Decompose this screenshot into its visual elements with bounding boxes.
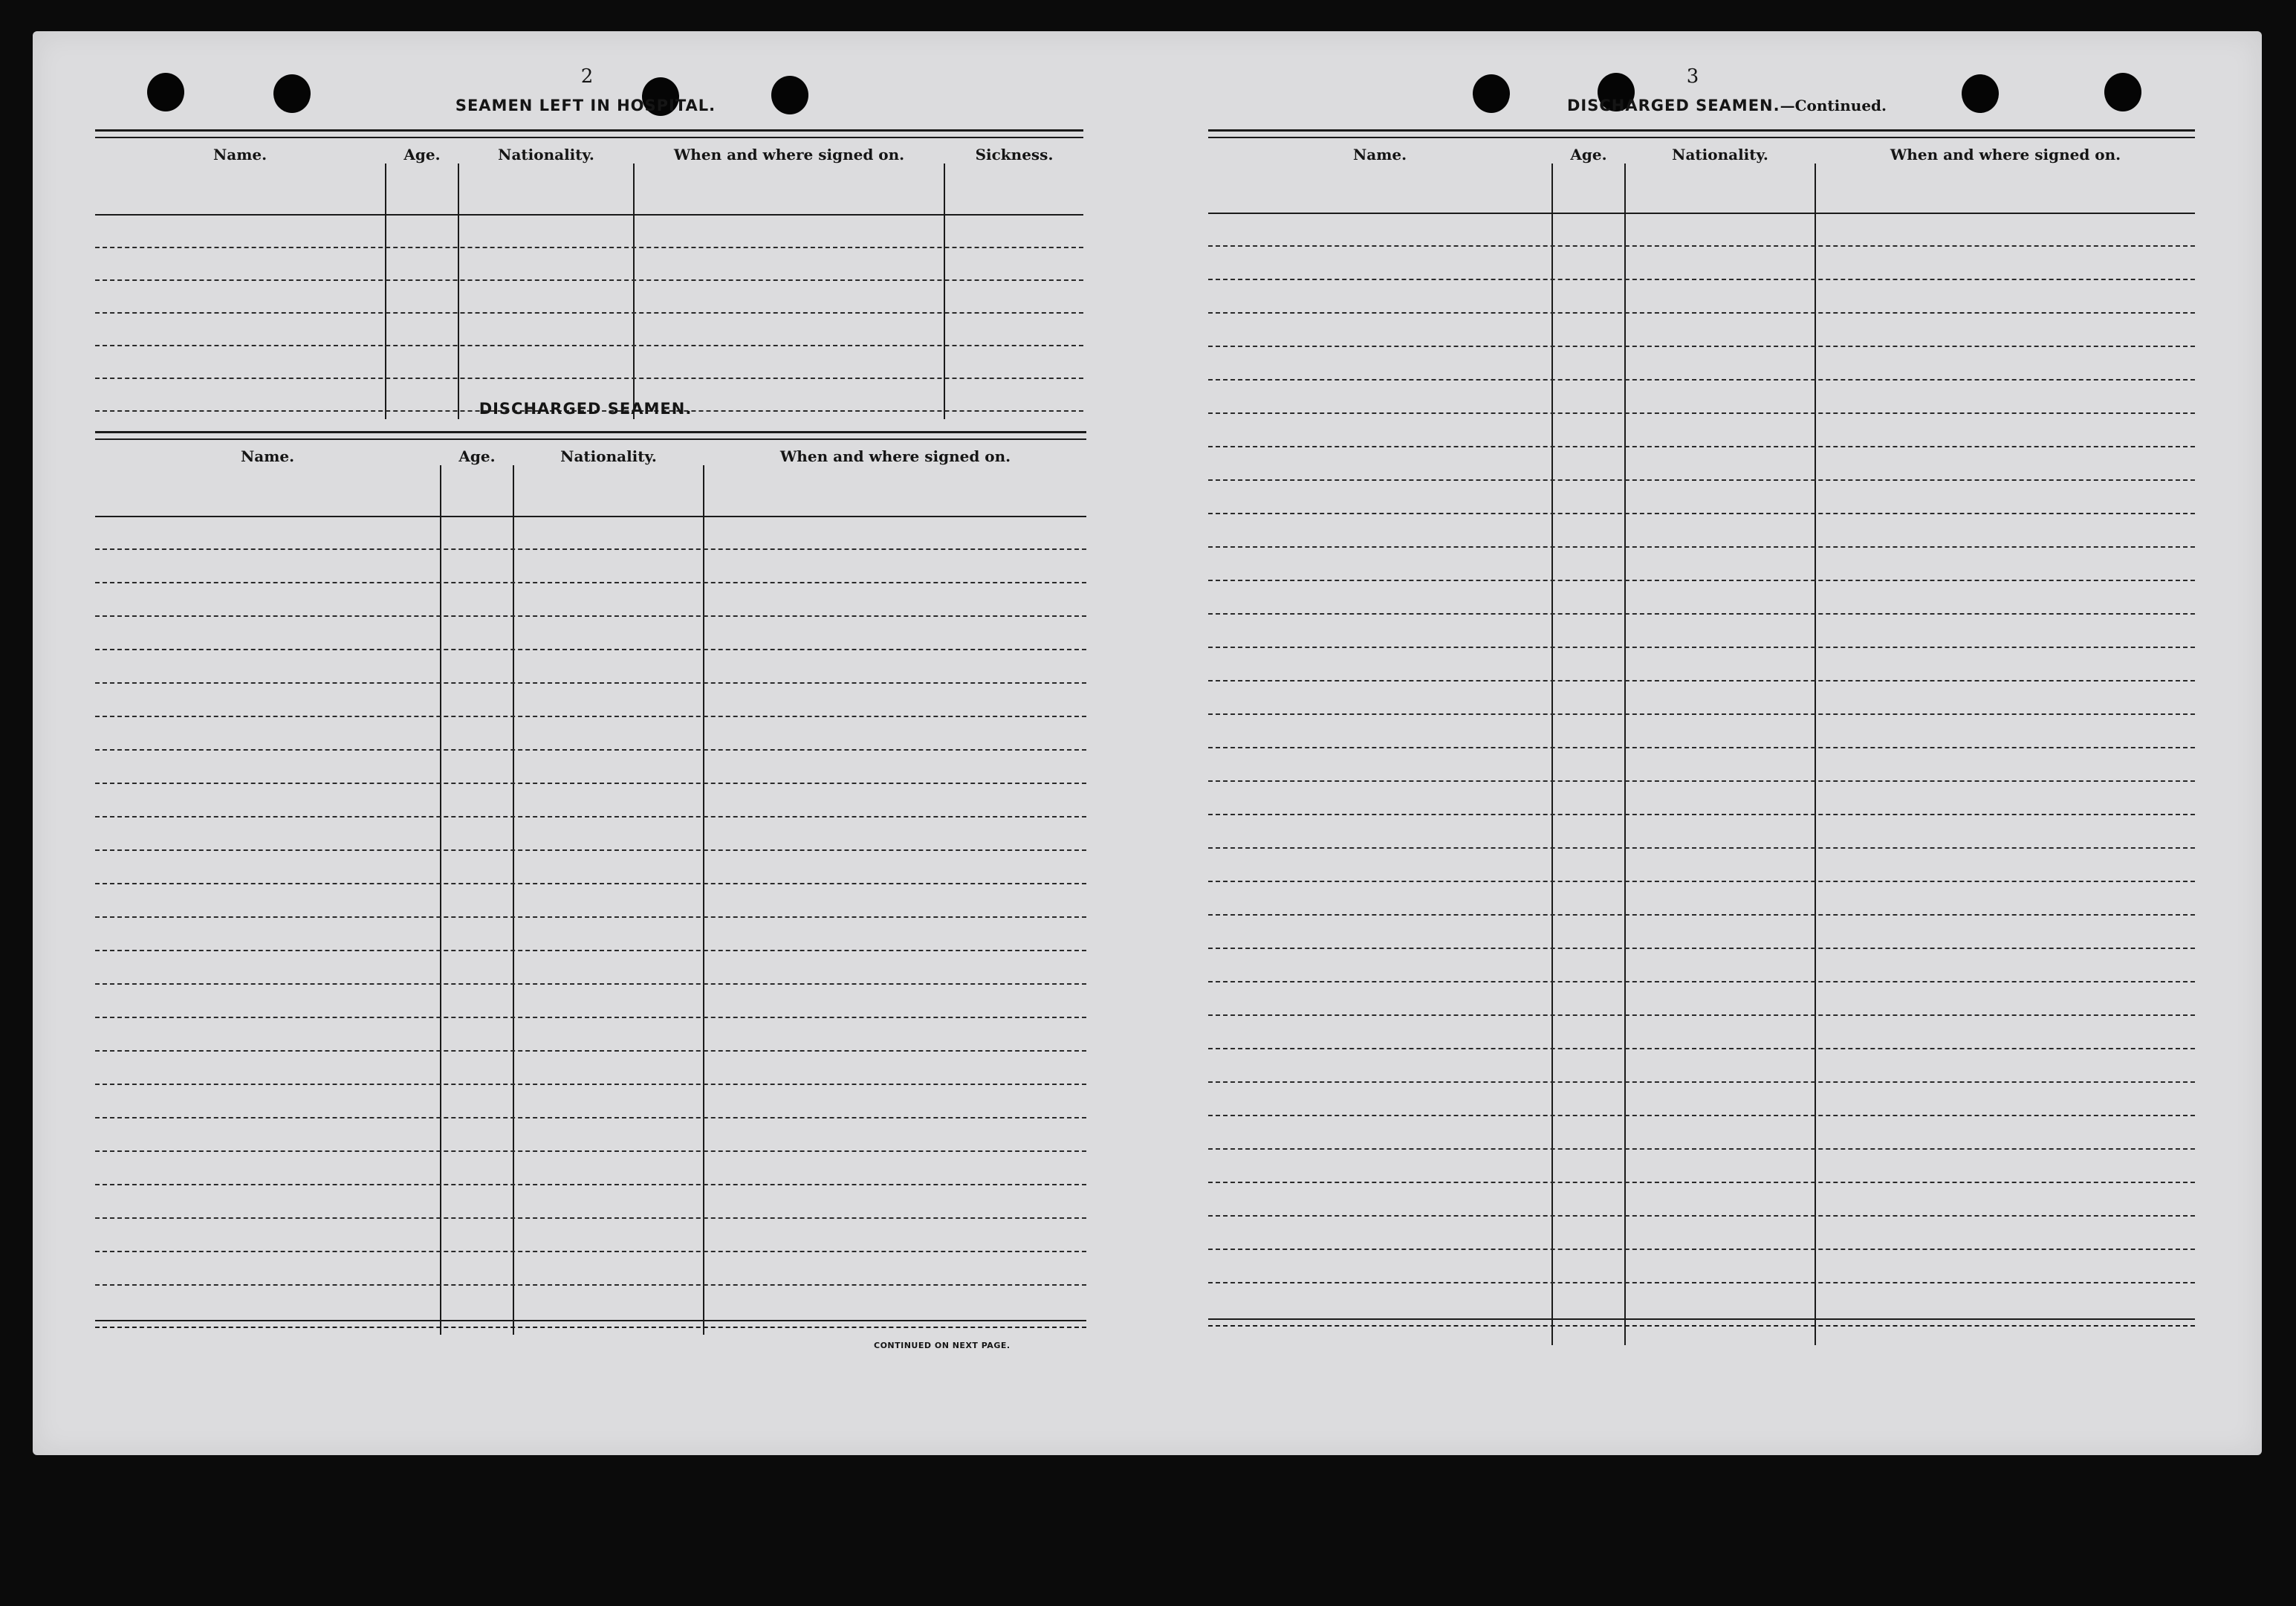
entry-line	[95, 849, 1086, 851]
entry-line	[95, 916, 1086, 918]
entry-line	[95, 783, 1086, 784]
title-main: DISCHARGED SEAMEN.	[1566, 97, 1780, 114]
column-divider	[1551, 163, 1553, 1345]
discharged-continued-title	[1489, 97, 1965, 114]
entry-line	[95, 1017, 1086, 1018]
entry-line	[95, 649, 1086, 650]
punch-hole	[147, 73, 184, 111]
entry-line	[1208, 847, 2195, 849]
entry-line	[1208, 1014, 2195, 1016]
col-header-name: Name.	[240, 447, 295, 465]
entry-line	[95, 816, 1086, 817]
entry-line	[1208, 279, 2195, 280]
table-top-rule	[95, 431, 1086, 440]
column-divider	[458, 163, 459, 419]
entry-line	[1208, 513, 2195, 514]
entry-line	[1208, 479, 2195, 481]
column-divider	[440, 465, 441, 1335]
title-sub: —Continued.	[1780, 97, 1887, 114]
col-header-sickness: Sickness.	[975, 146, 1054, 163]
entry-line	[1208, 948, 2195, 949]
page-number-right: 3	[1686, 65, 1699, 88]
punch-hole	[1962, 74, 1999, 113]
entry-line	[1208, 1182, 2195, 1183]
entry-line	[1208, 245, 2195, 247]
column-divider	[944, 163, 945, 419]
punch-hole	[273, 74, 311, 113]
entry-line	[1208, 780, 2195, 782]
entry-line	[95, 1251, 1086, 1252]
column-divider	[633, 163, 635, 419]
entry-line	[1208, 1115, 2195, 1116]
col-header-age: Age.	[1570, 146, 1607, 163]
hospital-table	[95, 129, 1083, 419]
entry-line	[1208, 981, 2195, 982]
header-rule	[1208, 213, 2195, 214]
entry-line	[95, 1117, 1086, 1118]
column-divider	[513, 465, 514, 1335]
entry-line	[95, 582, 1086, 583]
entry-line	[1208, 379, 2195, 381]
entry-line	[1208, 1148, 2195, 1150]
entry-line	[1208, 446, 2195, 447]
entry-line	[95, 1284, 1086, 1286]
entry-line	[1208, 1215, 2195, 1217]
table-bottom-rule	[95, 1320, 1086, 1328]
entry-line	[95, 1217, 1086, 1219]
page-number-left: 2	[580, 65, 594, 88]
entry-line	[1208, 1048, 2195, 1049]
entry-line	[95, 1084, 1086, 1085]
entry-line	[1208, 881, 2195, 882]
entry-line	[95, 1150, 1086, 1152]
entry-line	[95, 615, 1086, 617]
table-top-rule	[95, 129, 1083, 138]
entry-line	[1208, 412, 2195, 414]
col-header-nationality: Nationality.	[1672, 146, 1768, 163]
col-header-nationality: Nationality.	[498, 146, 594, 163]
entry-line	[1208, 914, 2195, 916]
column-divider	[703, 465, 704, 1335]
entry-line	[95, 279, 1083, 281]
entry-line	[1208, 814, 2195, 815]
entry-line	[95, 883, 1086, 884]
entry-line	[1208, 1081, 2195, 1083]
form-sheet	[33, 31, 2262, 1455]
entry-line	[95, 548, 1086, 550]
entry-line	[1208, 613, 2195, 615]
entry-line	[1208, 312, 2195, 314]
hospital-section-title: SEAMEN LEFT IN HOSPITAL.	[455, 97, 716, 114]
col-header-age: Age.	[403, 146, 441, 163]
column-divider	[1624, 163, 1626, 1345]
entry-line	[1208, 346, 2195, 347]
entry-line	[1208, 747, 2195, 748]
table-bottom-rule	[1208, 1318, 2195, 1327]
col-header-name: Name.	[213, 146, 267, 163]
table-top-rule	[1208, 129, 2195, 138]
column-divider	[1815, 163, 1816, 1345]
entry-line	[1208, 546, 2195, 548]
discharged-table-left	[95, 431, 1086, 1341]
header-rule	[95, 516, 1086, 517]
entry-line	[1208, 713, 2195, 715]
entry-line	[95, 716, 1086, 717]
col-header-signed-on: When and where signed on.	[779, 447, 1011, 465]
entry-line	[1208, 1282, 2195, 1283]
continued-footnote: CONTINUED ON NEXT PAGE.	[874, 1341, 1011, 1350]
entry-line	[95, 312, 1083, 314]
col-header-age: Age.	[458, 447, 496, 465]
entry-line	[95, 682, 1086, 684]
col-header-signed-on: When and where signed on.	[673, 146, 905, 163]
entry-line	[95, 950, 1086, 951]
entry-line	[95, 1184, 1086, 1185]
col-header-nationality: Nationality.	[560, 447, 657, 465]
entry-line	[1208, 680, 2195, 681]
entry-line	[1208, 580, 2195, 581]
entry-line	[95, 1050, 1086, 1052]
col-header-signed-on: When and where signed on.	[1890, 146, 2121, 163]
entry-line	[95, 345, 1083, 346]
header-rule	[95, 214, 1083, 216]
entry-line	[1208, 647, 2195, 648]
discharged-section-title: DISCHARGED SEAMEN.	[479, 400, 693, 418]
punch-hole	[2104, 73, 2141, 111]
entry-line	[95, 983, 1086, 985]
entry-line	[1208, 1249, 2195, 1250]
discharged-table-right	[1208, 129, 2195, 1345]
entry-line	[95, 749, 1086, 751]
entry-line	[95, 247, 1083, 248]
entry-line	[95, 378, 1083, 379]
column-divider	[385, 163, 386, 419]
col-header-name: Name.	[1352, 146, 1407, 163]
